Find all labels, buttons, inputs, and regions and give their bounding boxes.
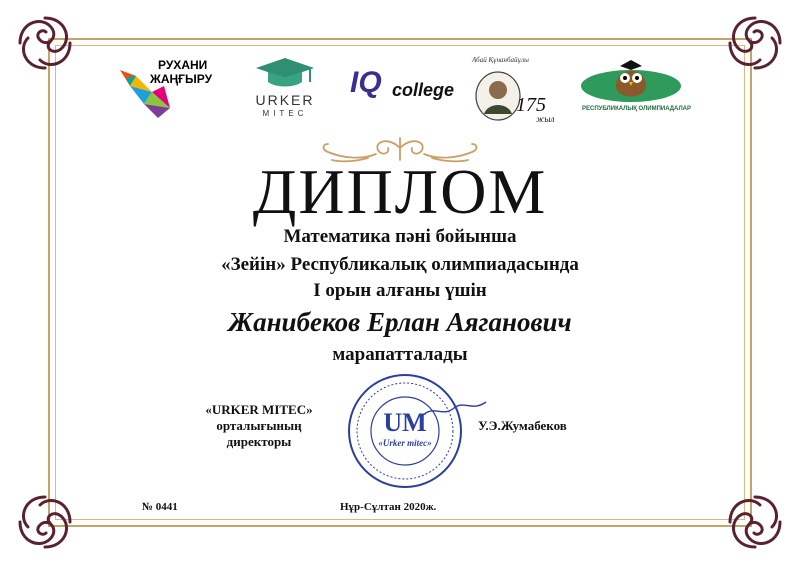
awarded-line: марапатталады — [332, 344, 468, 365]
diploma-title: ДИПЛОМ — [252, 156, 548, 227]
org-line3: директоры — [226, 434, 292, 449]
rukhani-line1: РУХАНИ — [158, 58, 208, 72]
urker-line1: URKER — [255, 92, 315, 108]
graduation-cap-icon — [246, 56, 324, 90]
iq-college-text: college — [392, 80, 455, 100]
abai-arc-text: Абай Құнанбайұлы — [472, 56, 529, 64]
olympiad-line: «Зейін» Республикалық олимпиадасында — [221, 254, 579, 275]
rukhani-zhangyru-logo — [118, 56, 228, 122]
abai-years: 175 — [516, 94, 546, 116]
abai-175-logo — [470, 56, 560, 126]
corner-ornament-bottom-right — [720, 487, 790, 557]
place-line: I орын алғаны үшін — [313, 280, 487, 301]
org-line2: орталығының — [216, 418, 302, 433]
stamp-initials: UM — [383, 408, 427, 437]
rukhani-line2: ЖАҢҒЫРУ — [150, 72, 213, 86]
iq-brand: IQ — [350, 66, 382, 99]
owl-ribbon-text: РЕСПУБЛИКАЛЫҚ ОЛИМПИАДАЛАР — [582, 106, 691, 112]
corner-ornament-top-left — [10, 8, 80, 78]
urker-mitec-logo — [246, 56, 324, 122]
iq-college-logo — [350, 66, 460, 110]
olympiad-owl-logo — [576, 56, 691, 124]
urker-line2: MITEC — [262, 109, 308, 118]
stamp-label: «Urker mitec» — [378, 438, 432, 448]
abai-unit: жыл — [536, 114, 555, 124]
subject-line: Математика пәні бойынша — [283, 226, 517, 247]
org-line1: «URKER MITEC» — [205, 402, 313, 417]
corner-ornament-bottom-left — [10, 487, 80, 557]
corner-ornament-top-right — [720, 8, 790, 78]
recipient-name: Жанибеков Ерлан Аяганович — [228, 307, 572, 337]
director-name: У.Э.Жумабеков — [478, 418, 567, 433]
city-year: Нұр-Сұлтан 2020ж. — [340, 501, 437, 513]
official-stamp — [346, 372, 464, 490]
diploma-number: № 0441 — [142, 501, 178, 513]
